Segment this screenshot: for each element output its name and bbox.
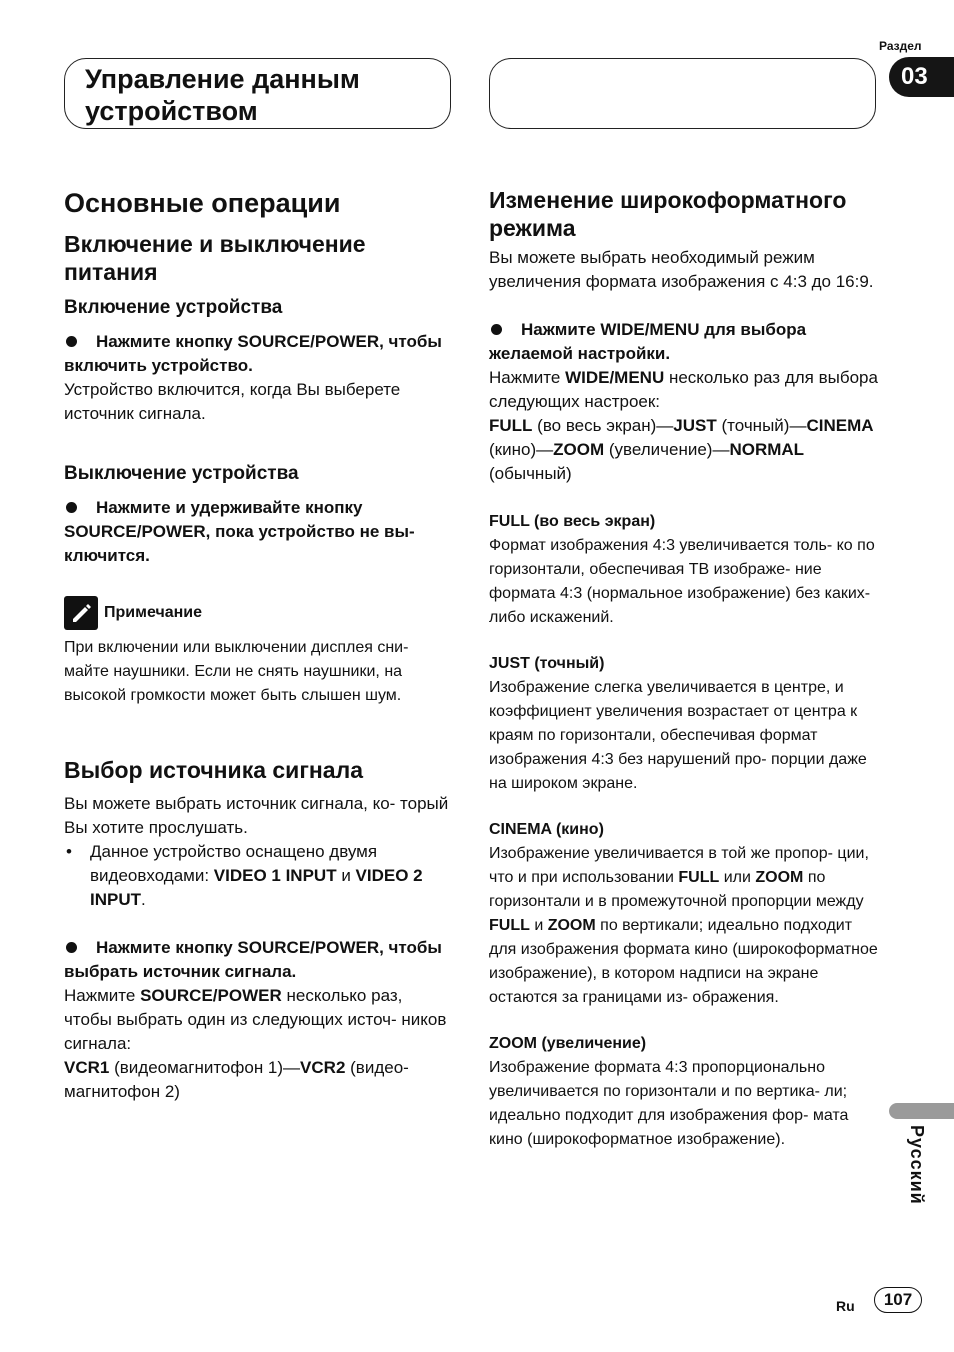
power-on-text: Устройство включится, когда Вы выберете источник сигнала. (64, 380, 401, 423)
step-wide-menu: Нажмите WIDE/MENU для выбора желаемой настройки. (489, 320, 807, 363)
heading-just: JUST (точный) (489, 655, 605, 672)
wide-mode-list: FULL (во весь экран)—JUST (точный)—CINEMA (кино)—ZOOM (увеличение)—NORMAL (обычный) (489, 416, 874, 483)
source-intro: Вы можете выбрать источник сигнала, ко- торый Вы хотите прослушать. (64, 794, 449, 837)
right-column (489, 186, 881, 1152)
heading-power-on: Включение устройства (64, 297, 283, 318)
list-item: • Данное устройство оснащено двумя видеовходами: VIDEO 1 INPUT и VIDEO 2 INPUT. (66, 842, 423, 909)
wide-intro: Вы можете выбрать необходимый режим увеличения формата изображения с 4:3 до 16:9. (489, 248, 874, 291)
full-text: Формат изображения 4:3 увеличивается толь- ко по горизонтали, обеспечивая ТВ изображе- ние формата 4:3 (нормальное изображение) без каких-либо искажений. (489, 537, 875, 626)
heading-power: Включение и выключение питания (64, 231, 366, 285)
pencil-icon (64, 596, 98, 630)
heading-power-off: Выключение устройства (64, 463, 299, 484)
note-header (64, 596, 454, 630)
step-bullet-icon (66, 502, 77, 513)
heading-zoom: ZOOM (увеличение) (489, 1035, 647, 1052)
heading-cinema: CINEMA (кино) (489, 821, 604, 838)
just-text: Изображение слегка увеличивается в центре, и коэффициент увеличения возрастает от центра к краям по горизонтали, обеспечивая формат изображения 4:3 без нарушений про- порции даже на широком экране. (489, 679, 867, 792)
chapter-title: Управление данным устройством (85, 64, 360, 126)
chapter-title-box (64, 58, 451, 129)
step-bullet-icon (66, 942, 77, 953)
left-column (64, 186, 454, 1104)
language-tab (889, 1103, 954, 1119)
note-text: При включении или выключении дисплея сни- майте наушники. Если не снять наушники, на высокой громкости может быть слышен шум. (64, 639, 409, 704)
section-label: Раздел (879, 39, 922, 53)
step-bullet-icon (491, 324, 502, 335)
heading-wide-mode: Изменение широкоформатного режима (489, 187, 847, 241)
language-label: Русский (907, 1125, 927, 1205)
page-number: 107 (874, 1287, 922, 1313)
language-code: Ru (836, 1298, 855, 1314)
bullet-icon: • (66, 842, 72, 861)
wide-instructions: Нажмите WIDE/MENU несколько раз для выбора следующих настроек: (489, 368, 878, 411)
source-list: VCR1 (видеомагнитофон 1)—VCR2 (видео- магнитофон 2) (64, 1058, 409, 1101)
note-label: Примечание (104, 604, 203, 621)
step-select-source: Нажмите кнопку SOURCE/POWER, чтобы выбрать источник сигнала. (64, 938, 442, 981)
heading-basic-operations: Основные операции (64, 188, 341, 218)
step-bullet-icon (66, 336, 77, 347)
zoom-text: Изображение формата 4:3 пропорционально увеличивается по горизонтали и по вертика- ли; идеально подходит для изображения фор- мата кино (широкоформатное изображение). (489, 1059, 849, 1148)
heading-source-select: Выбор источника сигнала (64, 757, 363, 783)
cinema-text: Изображение увеличивается в той же пропор- ции, что и при использовании FULL или ZOOM по горизонтали и в промежуточной пропорции между FULL и ZOOM по вертикали; идеально подходит для изображения формата кино (широкоформатное изображение), в котором надписи на экране остаются за границами из- ображения. (489, 845, 878, 1006)
source-instructions: Нажмите SOURCE/POWER несколько раз, чтобы выбрать один из следующих источ- ников сигнала: (64, 986, 447, 1053)
step-power-off: Нажмите и удерживайте кнопку SOURCE/POWER, пока устройство не вы- ключится. (64, 498, 415, 565)
heading-full: FULL (во весь экран) (489, 513, 656, 530)
header-empty-box (489, 58, 876, 129)
section-number-badge: 03 (889, 57, 954, 97)
step-power-on: Нажмите кнопку SOURCE/POWER, чтобы включить устройство. (64, 332, 442, 375)
